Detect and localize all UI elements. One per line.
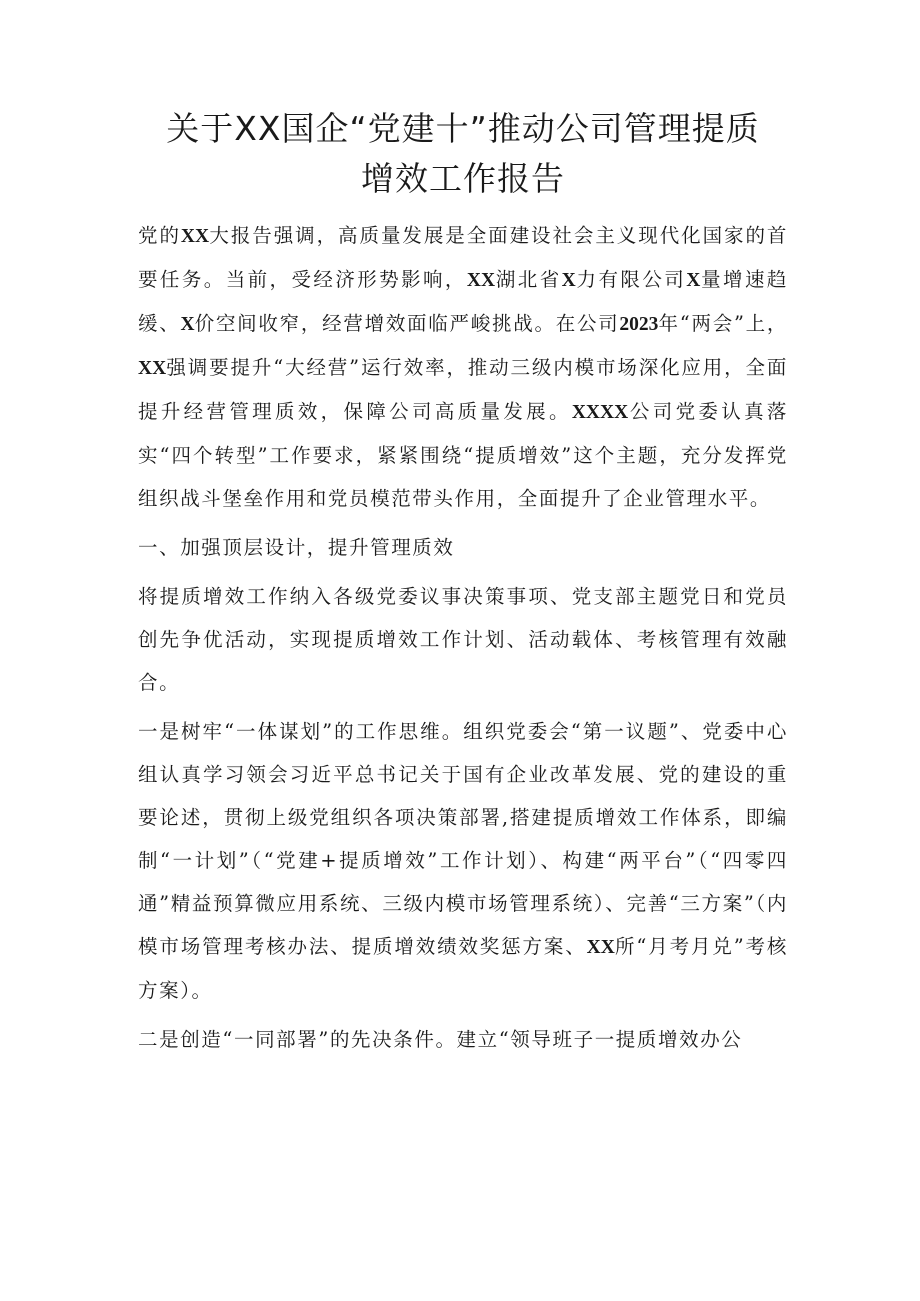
title-line-2: 增效工作报告 — [361, 159, 565, 198]
intro-paragraph: 党的XX大报告强调，高质量发展是全面建设社会主义现代化国家的首要任务。当前，受经济形势影响，XX湖北省X力有限公司X量增速趋缓、X价空间收窄，经营增效面临严峻挑战。在公司2023年“两会”上，XX强调要提升“大经营”运行效率，推动三级内模市场深化应用，全面提升经营管理质效，保障公司高质量发展。XXXX公司党委认真落实“四个转型”工作要求，紧紧围绕“提质增效”这个主题，充分发挥党组织战斗堡垒作用和党员模范带头作用，全面提升了企业管理水平。 — [138, 224, 789, 510]
document-page — [138, 104, 788, 1067]
section-1-paragraph: 将提质增效工作纳入各级党委议事决策事项、党支部主题党日和党员创先争优活动，实现提质增效工作计划、活动载体、考核管理有效融合。 — [138, 585, 788, 694]
section-1-heading: 一、加强顶层设计，提升管理质效 — [138, 536, 455, 559]
document-title — [138, 104, 788, 204]
item-1-paragraph: 一是树牢“一体谋划”的工作思维。组织党委会“第一议题”、党委中心组认真学习领会习近平总书记关于国有企业改革发展、党的建设的重要论述，贯彻上级党组织各项决策部署,搭建提质增效工作体系，即编制“一计划”（“党建+提质增效”工作计划）、构建“两平台”（“四零四通”精益预算微应用系统、三级内模市场管理系统）、完善“三方案”（内模市场管理考核办法、提质增效绩效奖惩方案、XX所“月考月兑”考核方案）。 — [138, 720, 788, 1002]
title-line-1: 关于XX国企“党建十”推动公司管理提质 — [166, 109, 760, 148]
item-2-paragraph: 二是创造“一同部署”的先决条件。建立“领导班子一提质增效办公 — [138, 1028, 743, 1051]
